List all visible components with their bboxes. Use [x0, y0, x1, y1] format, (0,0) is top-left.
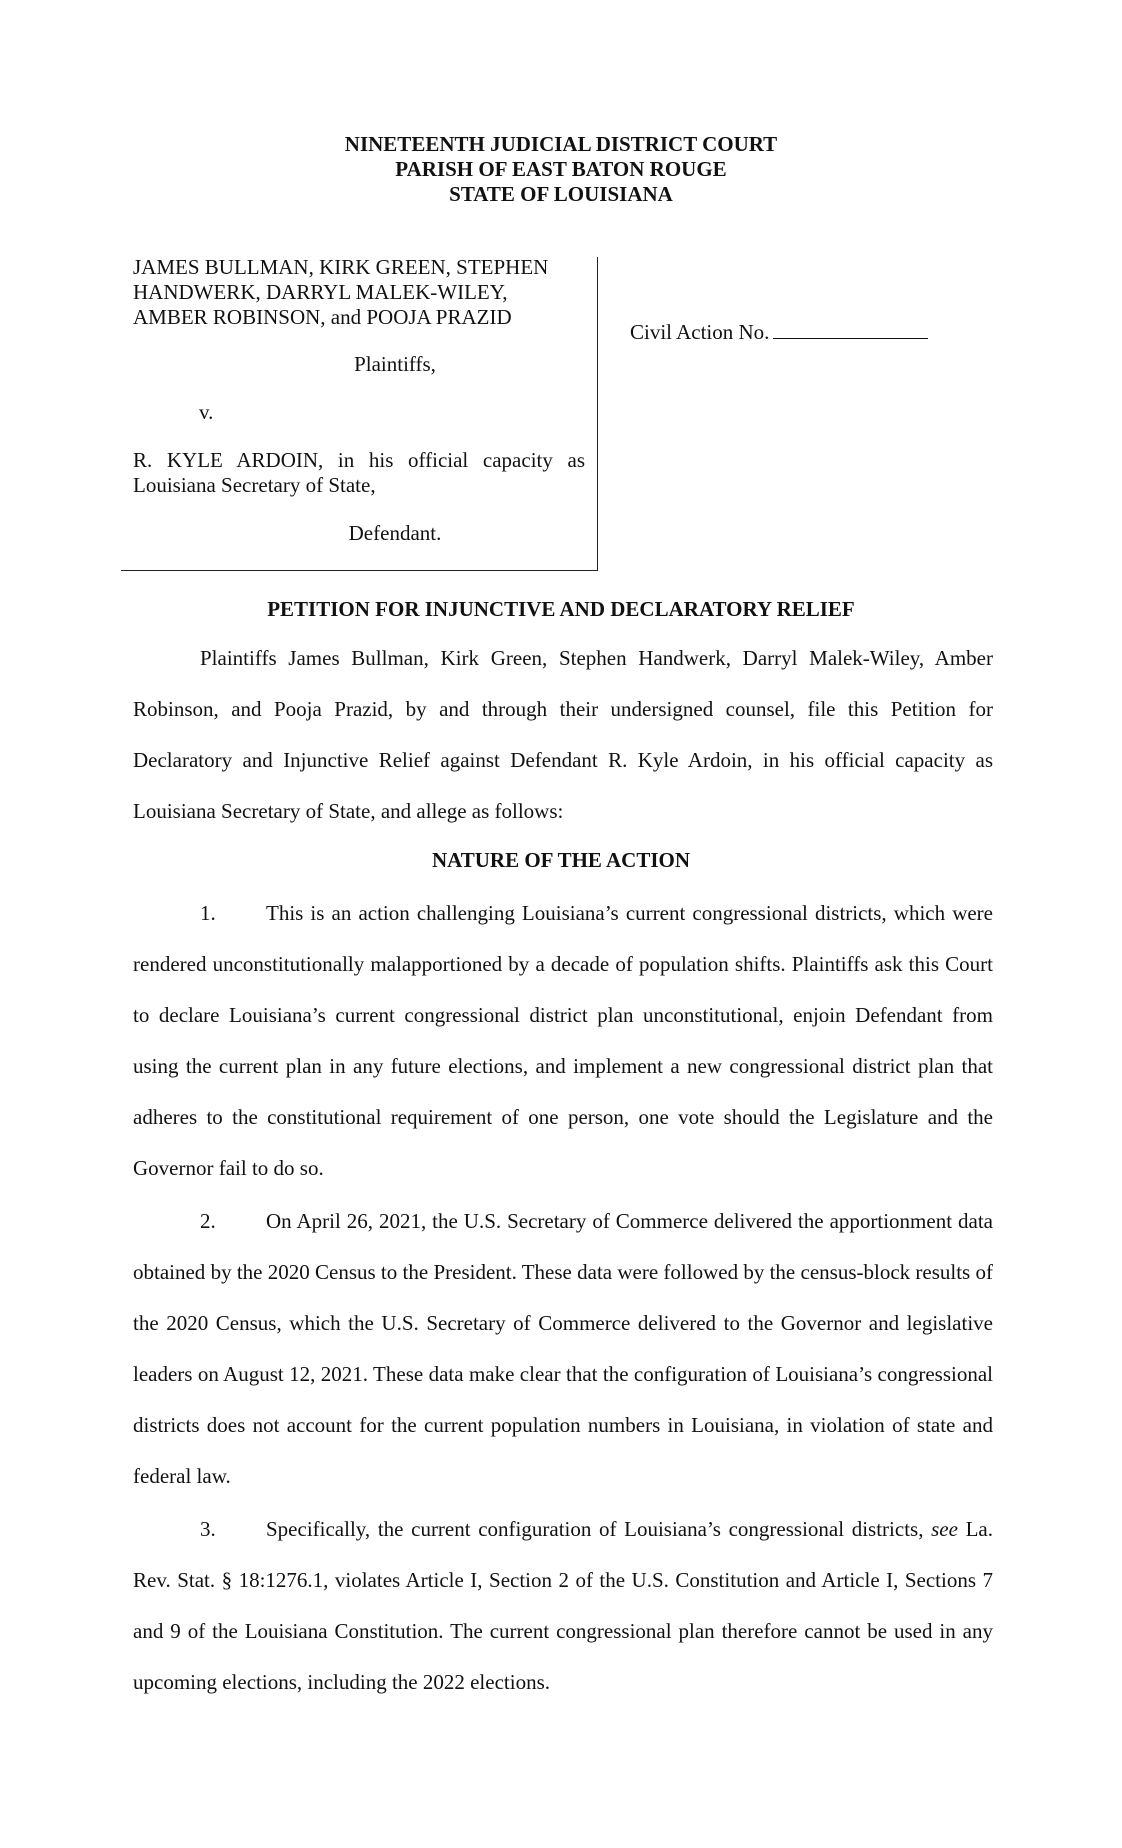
paragraph-text: On April 26, 2021, the U.S. Secretary of Commerce delivered the apportionment data obtained by the 2020 Census to the President. These data were followed by the census-block results of the 2020 Census, which the U.S. Secretary of Commerce delivered to the Governor and legislative leaders on August 12, 2021. These data make clear that the configuration of Louisiana’s congressional districts does not account for the current population numbers in Louisiana, in violation of state and federal law.	[133, 1209, 993, 1488]
citation-signal: see	[931, 1517, 958, 1541]
intro-paragraph: Plaintiffs James Bullman, Kirk Green, Stephen Handwerk, Darryl Malek-Wiley, Amber Robinson, and Pooja Prazid, by and through their undersigned counsel, file this Petition for Declaratory and Injunctive Relief against Defendant R. Kyle Ardoin, in his official capacity as Louisiana Secretary of State, and allege as follows:	[133, 646, 993, 823]
court-name: NINETEENTH JUDICIAL DISTRICT COURT	[344, 132, 778, 156]
court-parish: PARISH OF EAST BATON ROUGE	[395, 157, 727, 181]
case-caption	[133, 255, 585, 545]
numbered-paragraph-1	[133, 888, 993, 1194]
paragraph-text-after: La. Rev. Stat. § 18:1276.1, violates Article I, Section 2 of the U.S. Constitution and Article I, Sections 7 and 9 of the Louisiana Constitution. The current congressional plan therefore cannot be used in any upcoming elections, including the 2022 elections.	[133, 1517, 994, 1694]
caption-vertical-rule	[597, 257, 598, 570]
civil-action-number	[630, 320, 928, 345]
plaintiffs-names	[133, 255, 585, 330]
paragraph-number: 3.	[200, 1517, 216, 1541]
plaintiffs-line-1: JAMES BULLMAN, KIRK GREEN, STEPHEN	[133, 255, 549, 279]
petition-title: PETITION FOR INJUNCTIVE AND DECLARATORY RELIEF	[267, 597, 855, 621]
civil-action-blank	[773, 320, 928, 339]
court-state: STATE OF LOUISIANA	[449, 182, 673, 206]
numbered-paragraph-2	[133, 1196, 993, 1502]
court-header	[0, 132, 1122, 207]
plaintiffs-line-3: AMBER ROBINSON, and POOJA PRAZID	[133, 305, 512, 329]
plaintiffs-label: Plaintiffs,	[354, 352, 436, 376]
section-heading: NATURE OF THE ACTION	[431, 848, 691, 872]
paragraph-number: 1.	[200, 901, 216, 925]
defendant-label: Defendant.	[348, 521, 442, 545]
paragraph-text-before: Specifically, the current configuration of Louisiana’s congressional districts,	[266, 1517, 924, 1541]
caption-horizontal-rule	[121, 570, 598, 571]
paragraph-text: This is an action challenging Louisiana’s current congressional districts, which were rendered unconstitutionally malapportioned by a decade of population shifts. Plaintiffs ask this Court to declare Louisiana’s current congressional district plan unconstitutional, enjoin Defendant from using the current plan in any future elections, and implement a new congressional district plan that adheres to the constitutional requirement of one person, one vote should the Legislature and the Governor fail to do so.	[133, 901, 993, 1180]
plaintiffs-line-2: HANDWERK, DARRYL MALEK-WILEY,	[133, 280, 508, 304]
defendant-name: R. KYLE ARDOIN, in his official capacity as Louisiana Secretary of State,	[133, 448, 585, 497]
versus-label: v.	[199, 400, 214, 424]
civil-action-label: Civil Action No.	[630, 320, 770, 344]
paragraph-number: 2.	[200, 1209, 216, 1233]
numbered-paragraph-3	[133, 1504, 993, 1708]
